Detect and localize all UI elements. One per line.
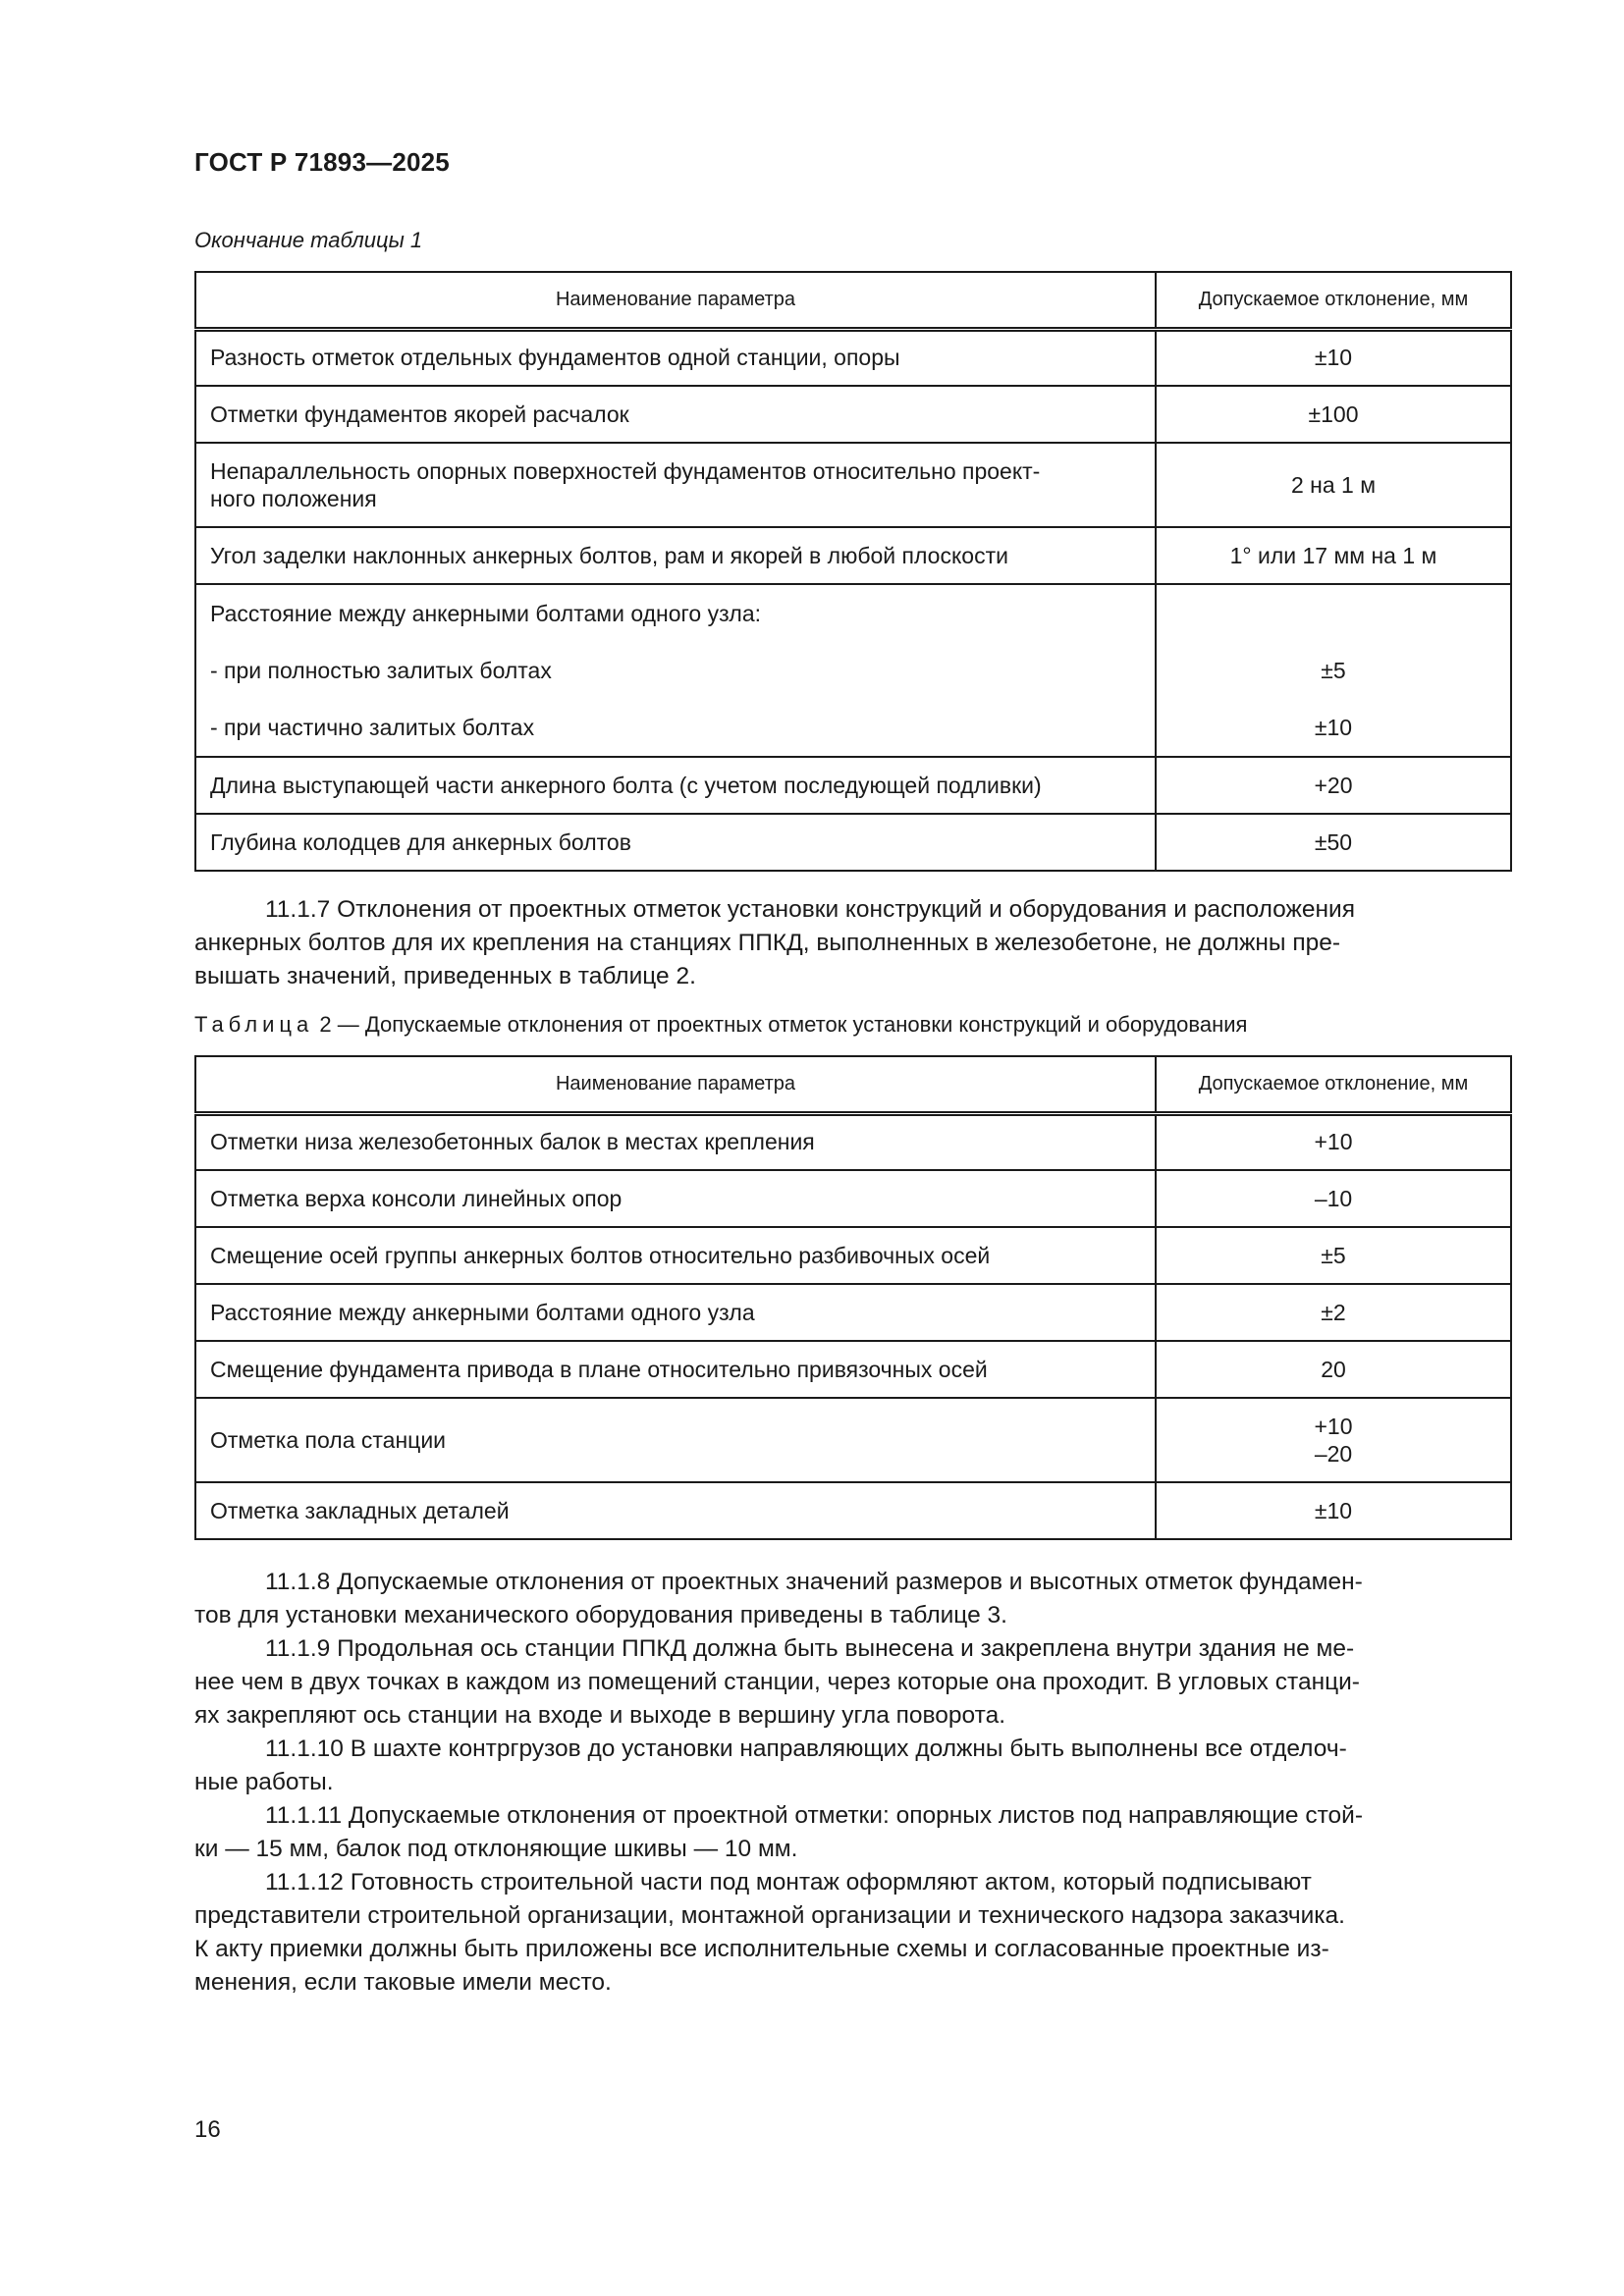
parameter-text-line: Непараллельность опорных поверхностей фундаментов относительно проект- [210, 458, 1041, 484]
paragraph-line: ки — 15 мм, балок под отклоняющие шкивы — 10 мм. [194, 1836, 798, 1862]
table-row [195, 329, 1511, 386]
deviation-cell: ±10 [1156, 329, 1511, 386]
deviation-upper: +10 [1314, 1414, 1353, 1439]
parameter-cell: Длина выступающей части анкерного болта (с учетом последующей подливки) [195, 757, 1156, 814]
paragraph-line: представители строительной организации, монтажной организации и технического надзора заказчика. [194, 1902, 1345, 1929]
deviation-cell: –10 [1156, 1170, 1511, 1227]
parameter-cell: Отметки низа железобетонных балок в местах крепления [195, 1113, 1156, 1170]
deviation-cell: ±2 [1156, 1284, 1511, 1341]
paragraph-line: К акту приемки должны быть приложены все исполнительные схемы и согласованные проектные из- [194, 1936, 1329, 1962]
deviation-cell: ±50 [1156, 814, 1511, 871]
paragraph-line: 11.1.8 Допускаемые отклонения от проектных значений размеров и высотных отметок фундамен- [265, 1569, 1363, 1595]
paragraph-line: 11.1.11 Допускаемые отклонения от проектной отметки: опорных листов под направляющие стой- [265, 1802, 1363, 1829]
deviation-sub-value: ±10 [1314, 715, 1353, 740]
table-row [195, 584, 1511, 757]
paragraph-line: менения, если таковые имели место. [194, 1969, 612, 1996]
paragraph-line: ях закрепляют ось станции на входе и выходе в вершину угла поворота. [194, 1702, 1006, 1729]
table-title: 2 — Допускаемые отклонения от проектных отметок установки конструкций и оборудования [313, 1012, 1248, 1037]
table-row [195, 443, 1511, 527]
table-row [195, 1113, 1511, 1170]
table-row [195, 386, 1511, 443]
paragraph-line: 11.1.7 Отклонения от проектных отметок установки конструкций и оборудования и расположения [265, 896, 1355, 923]
paragraph-11-1-11 [194, 1799, 1510, 1866]
table-row [195, 1170, 1511, 1227]
deviation-cell [1156, 584, 1511, 757]
paragraph-line: нее чем в двух точках в каждом из помещений станции, через которые она проходит. В угловых станци- [194, 1669, 1360, 1695]
deviation-cell: ±100 [1156, 386, 1511, 443]
table-1 [194, 271, 1512, 872]
table1-header-row [195, 272, 1511, 329]
table1-continuation-caption: Окончание таблицы 1 [194, 228, 423, 252]
deviation-cell [1156, 1398, 1511, 1482]
paragraph-11-1-12 [194, 1866, 1510, 2000]
table-label: Таблица [194, 1012, 314, 1037]
parameter-cell: Смещение осей группы анкерных болтов относительно разбивочных осей [195, 1227, 1156, 1284]
paragraph-line: вышать значений, приведенных в таблице 2. [194, 963, 696, 989]
column-header-parameter: Наименование параметра [195, 1056, 1156, 1113]
parameter-cell: Смещение фундамента привода в плане относительно привязочных осей [195, 1341, 1156, 1398]
paragraph-line: 11.1.9 Продольная ось станции ППКД должна быть вынесена и закреплена внутри здания не ме- [265, 1635, 1355, 1662]
parameter-sub-item: - при полностью залитых болтах [210, 658, 552, 683]
deviation-cell: 1° или 17 мм на 1 м [1156, 527, 1511, 584]
page-number: 16 [194, 2116, 221, 2143]
table-2 [194, 1055, 1512, 1540]
parameter-cell: Разность отметок отдельных фундаментов одной станции, опоры [195, 329, 1156, 386]
deviation-cell: 20 [1156, 1341, 1511, 1398]
table-row [195, 757, 1511, 814]
deviation-cell: ±10 [1156, 1482, 1511, 1539]
paragraph-line: 11.1.10 В шахте контргрузов до установки направляющих должны быть выполнены все отделоч- [265, 1735, 1347, 1762]
column-header-deviation: Допускаемое отклонение, мм [1156, 1056, 1511, 1113]
column-header-deviation: Допускаемое отклонение, мм [1156, 272, 1511, 329]
table2-caption [194, 1012, 1247, 1038]
parameter-cell: Расстояние между анкерными болтами одного узла [195, 1284, 1156, 1341]
parameter-text-line: ного положения [210, 486, 377, 511]
parameter-sub-item: - при частично залитых болтах [210, 715, 535, 740]
table-row [195, 1482, 1511, 1539]
parameter-cell: Угол заделки наклонных анкерных болтов, рам и якорей в любой плоскости [195, 527, 1156, 584]
paragraph-11-1-9 [194, 1632, 1510, 1733]
parameter-cell [195, 584, 1156, 757]
table-row [195, 1284, 1511, 1341]
deviation-cell: +20 [1156, 757, 1511, 814]
deviation-cell: +10 [1156, 1113, 1511, 1170]
parameter-cell [195, 443, 1156, 527]
parameter-cell: Отметка закладных деталей [195, 1482, 1156, 1539]
column-header-parameter: Наименование параметра [195, 272, 1156, 329]
paragraph-line: ные работы. [194, 1769, 334, 1795]
parameter-cell: Отметка пола станции [195, 1398, 1156, 1482]
paragraph-11-1-10 [194, 1733, 1510, 1799]
paragraph-11-1-8 [194, 1566, 1510, 1632]
deviation-lower: –20 [1314, 1441, 1353, 1467]
standard-designation: ГОСТ Р 71893—2025 [194, 147, 450, 177]
paragraph-line: анкерных болтов для их крепления на станциях ППКД, выполненных в железобетоне, не должны пре- [194, 930, 1341, 956]
deviation-cell: ±5 [1156, 1227, 1511, 1284]
parameter-cell: Отметки фундаментов якорей расчалок [195, 386, 1156, 443]
deviation-sub-value: ±5 [1321, 658, 1346, 683]
parameter-cell: Отметка верха консоли линейных опор [195, 1170, 1156, 1227]
table-row [195, 814, 1511, 871]
deviation-cell: 2 на 1 м [1156, 443, 1511, 527]
table2-header-row [195, 1056, 1511, 1113]
paragraph-11-1-7 [194, 893, 1510, 993]
parameter-cell: Глубина колодцев для анкерных болтов [195, 814, 1156, 871]
table-row [195, 527, 1511, 584]
paragraph-line: 11.1.12 Готовность строительной части под монтаж оформляют актом, который подписывают [265, 1869, 1312, 1896]
parameter-group-title: Расстояние между анкерными болтами одного узла: [210, 601, 761, 626]
paragraph-line: тов для установки механического оборудования приведены в таблице 3. [194, 1602, 1007, 1629]
table-row [195, 1227, 1511, 1284]
table-row [195, 1398, 1511, 1482]
table-row [195, 1341, 1511, 1398]
